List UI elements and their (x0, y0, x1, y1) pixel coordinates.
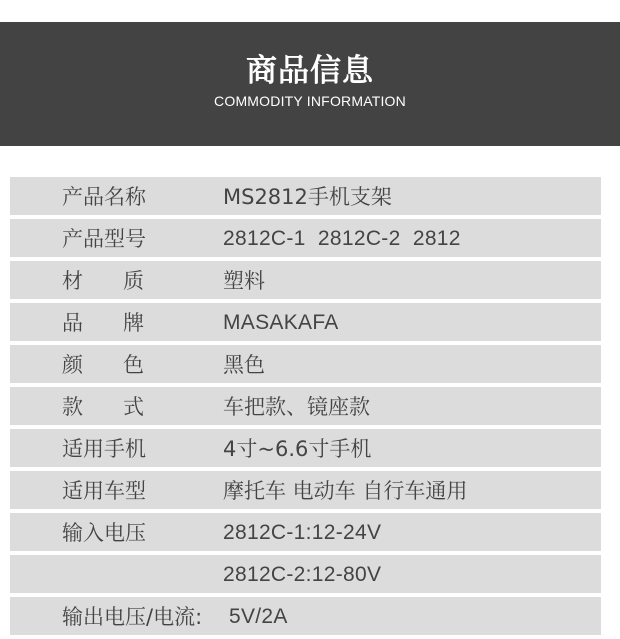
spec-row-compatible-vehicles (10, 471, 601, 509)
spec-label: 颜 色 (62, 353, 145, 377)
spec-value: MASAKAFA (223, 311, 339, 334)
spec-label: 产品型号 (62, 227, 146, 251)
header-title: 商品信息 (246, 53, 374, 89)
spec-row-output (10, 597, 601, 635)
spec-table (10, 177, 601, 639)
spec-row-color (10, 345, 601, 383)
spec-row-brand (10, 303, 601, 341)
spec-label: 品 牌 (62, 311, 145, 335)
spec-row-compatible-phones (10, 429, 601, 467)
spec-value: 2812C-1:12-24V (223, 521, 382, 544)
spec-value: 黑色 (223, 353, 265, 377)
spec-label: 输入电压 (62, 521, 146, 545)
spec-label: 材 质 (62, 269, 145, 293)
spec-label: 输出电压/电流: (62, 605, 203, 629)
spec-row-material (10, 261, 601, 299)
spec-row-input-voltage (10, 513, 601, 551)
spec-row-product-name (10, 177, 601, 215)
spec-label: 款 式 (62, 395, 145, 419)
spec-row-model (10, 219, 601, 257)
spec-label: 适用车型 (62, 479, 146, 503)
spec-row-input-voltage-2 (10, 555, 601, 593)
spec-value: 2812C-1 2812C-2 2812 (223, 227, 461, 250)
spec-label: 适用手机 (62, 437, 146, 461)
spec-value: 车把款、镜座款 (223, 395, 370, 419)
spec-value: 5V/2A (229, 605, 288, 628)
spec-value: 塑料 (223, 269, 265, 293)
spec-value: 2812C-2:12-80V (223, 563, 382, 586)
info-header (0, 22, 620, 146)
spec-value: 摩托车 电动车 自行车通用 (223, 479, 468, 503)
spec-label: 产品名称 (62, 185, 146, 209)
spec-value: MS2812手机支架 (223, 185, 392, 209)
spec-row-style (10, 387, 601, 425)
spec-value: 4寸~6.6寸手机 (223, 437, 372, 461)
header-subtitle: COMMODITY INFORMATION (214, 93, 406, 109)
